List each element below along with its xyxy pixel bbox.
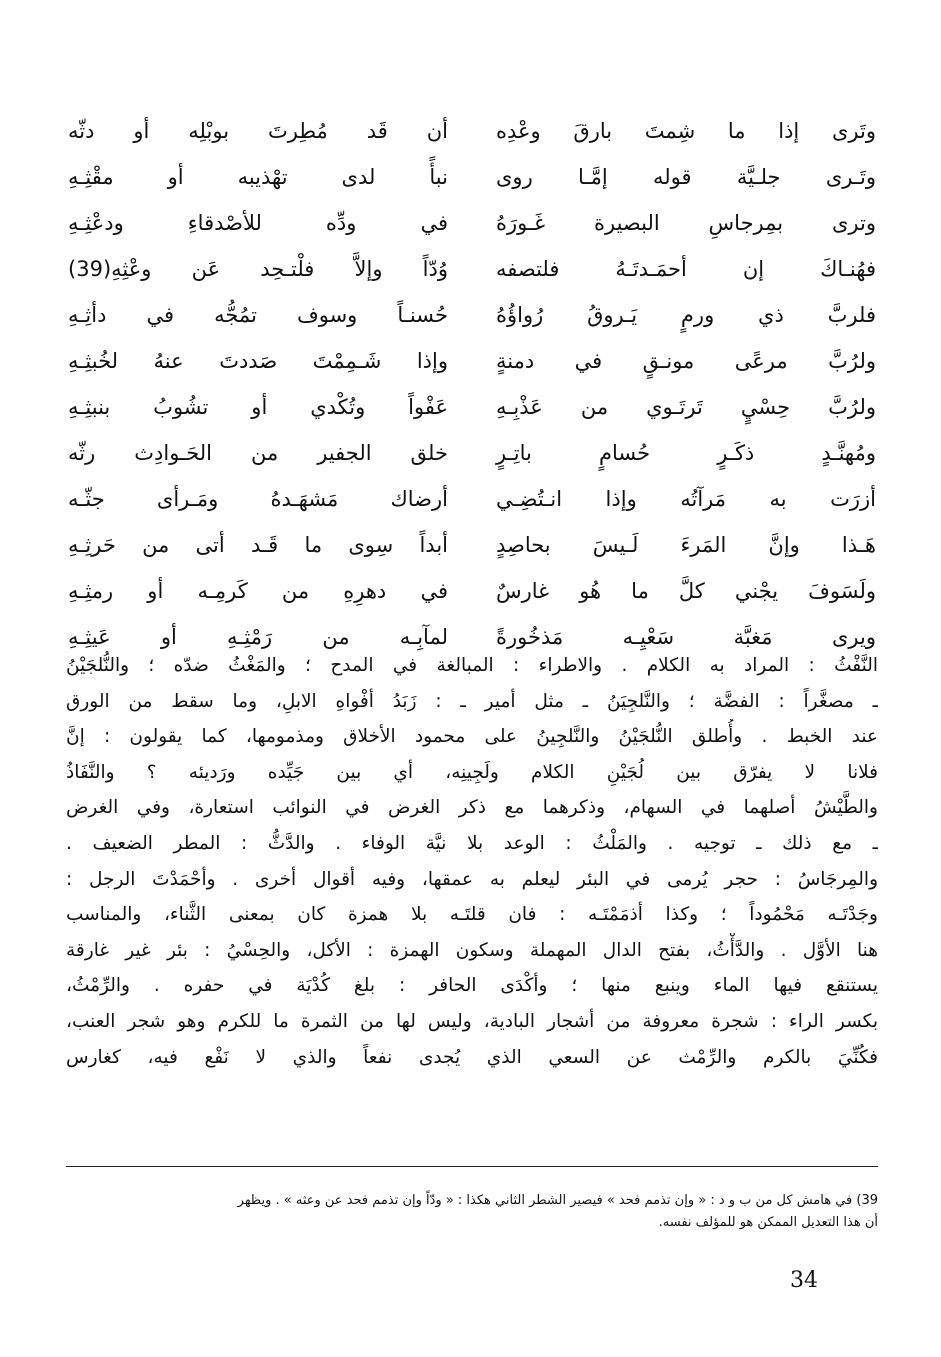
footnote-line: أن هذا التعديل الممكن هو للمؤلف نفسه.	[658, 1215, 878, 1230]
commentary-line: والمِرجَاسُ : حجر يُرمى في البئر ليعلم به عمقها، وفيه أقوال أخرى . وأحْمَدْتَ الرجل :	[66, 868, 878, 890]
verse-first-hemistich: ويرى مَغبَّة سَعْيِـه مَذخُورةً	[496, 625, 876, 649]
footnote-line: 39) في هامش كل من ب و د : « وإن تذمم فحد » فيصير الشطر الثاني هكذا : « ودّاً وإن تذمم فحد عن وعثه » . ويظهر	[237, 1193, 878, 1208]
verse	[68, 568, 876, 614]
verse	[68, 338, 876, 384]
verse	[68, 522, 876, 568]
verse	[68, 246, 876, 292]
commentary-line: والطَّيْشُ أصلهما في السهام، وذكرهما مع ذكر الغرض في النوائب استعارة، وفي الغرض	[66, 797, 878, 819]
verse-first-hemistich: وترى بمِرجاسِ البصيرة غَـورَهُ	[496, 211, 876, 235]
verse-second-hemistich: أبداً سِوى ما قَـد أتى من حَرثِـهِ	[68, 533, 448, 557]
poem	[68, 108, 876, 660]
verse-first-hemistich: ومُهنَّـدٍ ذكَـرٍ حُسامٍ باتِـرٍ	[496, 441, 876, 465]
verse-second-hemistich: في ودِّه للأصْدقاءِ ودعْثِـهِ	[68, 211, 448, 235]
verse	[68, 292, 876, 338]
footnote-separator	[66, 1166, 878, 1167]
verse	[68, 476, 876, 522]
verse-second-hemistich: وُدّاً وإلاَّ فلْتـحِد عَن وعْثِهِ(39)	[68, 257, 448, 281]
verse-first-hemistich: فلربَّ ذي ورمٍ يَـروقُ رُواؤُهُ	[496, 303, 876, 327]
verse-second-hemistich: عَفْواً وتُكْدي أو تشُوبُ بنبثِـهِ	[68, 395, 448, 419]
commentary-line: فلانا لا يفرّق بين لُجَيْنِ الكلام ولَجِينِه، أي بين جَيِّده ورَديئه ؟ والنَّفَاذُ	[66, 761, 878, 783]
commentary-line: ـ مصغَّراً : الفضَّة ؛ والنَّلجِيَنُ ـ مثل أمير ـ : زَبَدُ أفْواهِ الابلِ، وما سقط من الورق	[66, 690, 878, 712]
verse-second-hemistich: نبأً لدى تهْذيبه أو مقْثِـهِ	[68, 165, 448, 189]
page-number: 34	[790, 1268, 818, 1293]
commentary-line: فكُنِّيَ بالكرم والرِّمْث عن السعي الذي يُجدى نفعاً والذي لا نَفْع فيه، كغارس	[66, 1046, 878, 1068]
commentary-line: النَّفْثُ : المراد به الكلام . والاطراء : المبالغة في المدح ؛ والمَغْثُ ضدّه ؛ والنُّلجَيْنُ	[66, 655, 878, 676]
footnote	[72, 1190, 878, 1234]
commentary-line: ـ مع ذلك ـ توجيه . والمَلْثُ : الوعد بلا نيَّة الوفاء . والدَّثُّ : المطر الضعيف .	[66, 832, 878, 854]
verse	[68, 108, 876, 154]
verse-first-hemistich: فهُنـاكَ إن أحمَـدتَـهُ فلتصفه	[496, 257, 876, 281]
commentary	[66, 648, 878, 1075]
verse-second-hemistich: خلق الجفير من الحَـوادِث رثّه	[68, 441, 448, 465]
verse-second-hemistich: أن قَد مُطِرتَ بوبْلِه أو دثّه	[68, 119, 448, 143]
verse-second-hemistich: حُسنـاً وسوف تمُجُّه في دأثِـهِ	[68, 303, 448, 327]
verse	[68, 384, 876, 430]
commentary-line: يستنقع فيها الماء وينبع منها ؛ وأكْدَى الحافر : بلغ كُدْيَة في حفره . والرِّمْثُ،	[66, 975, 878, 997]
verse-first-hemistich: وتَـرى جلـيَّة قوله إمَّـا روى	[496, 165, 876, 189]
verse	[68, 154, 876, 200]
verse-second-hemistich: في دهرِهِ من كَرمِـه أو رمثِـهِ	[68, 579, 448, 603]
commentary-line: وجَدْتَـه مَحْمُوداً ؛ وكذا أذمَمْتَـه : فان قلتَـه بلا همزة كان بمعنى الثَّناء، والمناسب	[66, 904, 878, 926]
verse-second-hemistich: أرضاك مَشهَـدهُ ومَـرأى جثّـه	[68, 487, 448, 511]
verse-first-hemistich: ولَسَوفَ يجْني كلَّ ما هُو غارسٌ	[496, 579, 876, 603]
verse-second-hemistich: وإذا شَـمِمْتَ صَددتَ عنهُ لخُبثِـهِ	[68, 349, 448, 373]
verse-first-hemistich: أزرَت به مَرآتُه وإذا انـتُضِـي	[496, 487, 876, 511]
verse-first-hemistich: ولرُبَّ حِسْيٍ تَرتَـوي من عَذْبِـهِ	[496, 395, 876, 419]
commentary-line: عند الخبط . وأُطلق النُّلجَيْنُ والنَّلجِينُ على محمود الأخلاق ومذمومها، كما يقولون : إنَّ	[66, 726, 878, 748]
verse-first-hemistich: ولرُبَّ مرعًى مونـقٍ في دمنةٍ	[496, 349, 876, 373]
verse-first-hemistich: وتَرى إذا ما شِمتَ بارقَ وعْدِه	[496, 119, 876, 143]
commentary-line: بكسر الراء : شجرة معروفة من أشجار البادية، وليس لها من الثمرة ما للكرم وهو شجر العنب،	[66, 1010, 878, 1032]
commentary-line: هنا الأوَّل . والدَّأْثُ، بفتح الدال المهملة وسكون الهمزة : الأكل، والحِسْيُ : بئر غير غارقة	[66, 939, 878, 961]
verse-first-hemistich: هَـذا وإنَّ المَرءَ لَـيسَ بحاصِدٍ	[496, 533, 876, 557]
verse-second-hemistich: لمآبِـه من رَمْثِـهِ أو عَيثِـهِ	[68, 625, 448, 649]
verse	[68, 200, 876, 246]
verse	[68, 430, 876, 476]
